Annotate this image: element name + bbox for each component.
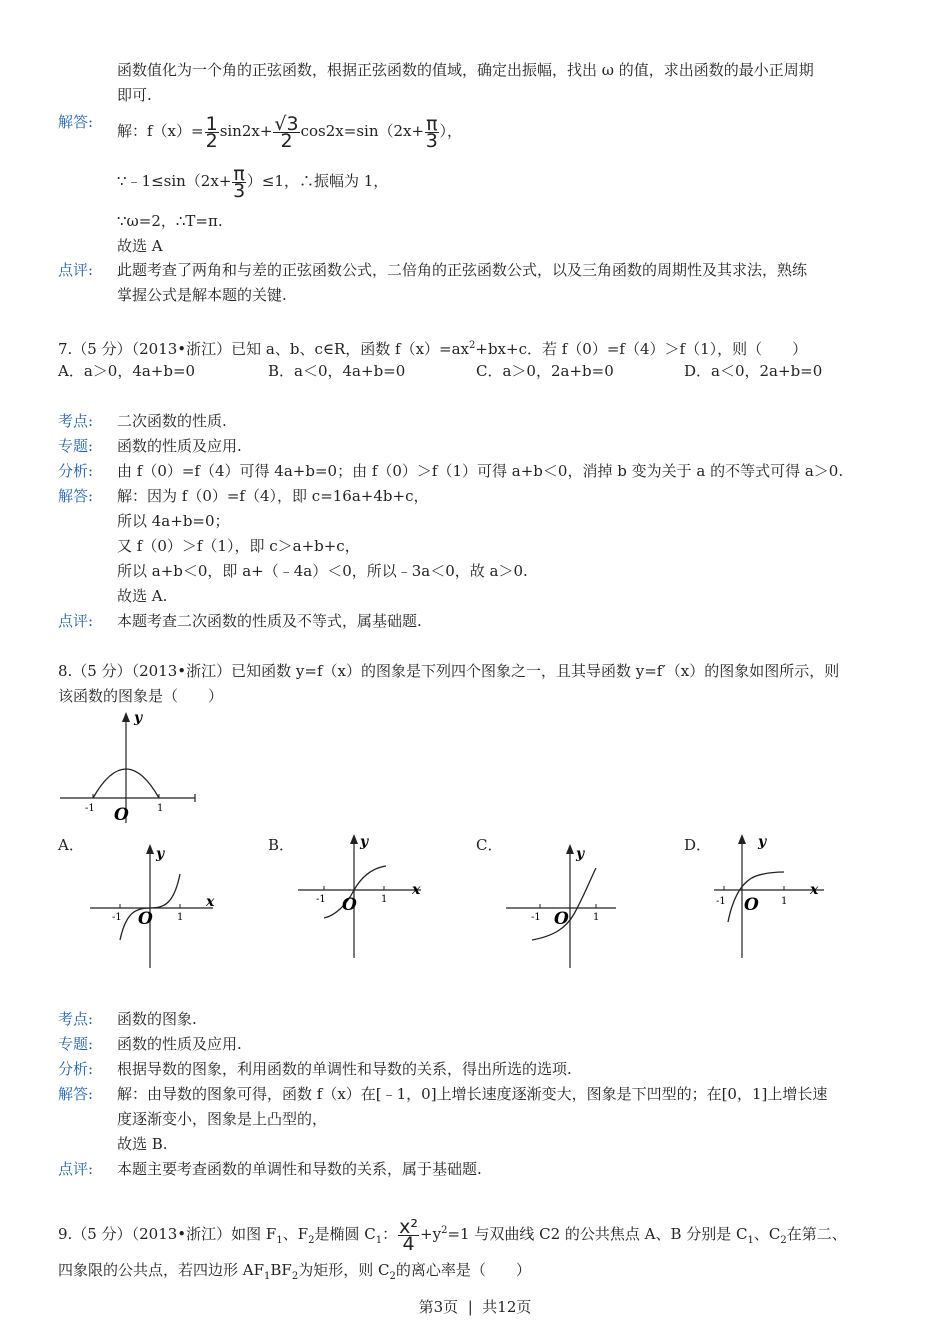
frac-pi-over-3-b: $\frac{\pi}{3}$ (233, 162, 246, 202)
solution-label: 解答: (58, 113, 94, 131)
sol1-prefix: 解：f（x）= (117, 122, 204, 140)
page-footer (0, 1296, 950, 1317)
svg-text:O: O (342, 895, 357, 915)
svg-text:O: O (744, 895, 759, 915)
q6-analysis-line1: 函数值化为一个角的正弦函数，根据正弦函数的值域，确定出振幅，找出 ω 的值，求出函数的最小正周期 (117, 61, 814, 79)
svg-text:-1: -1 (531, 912, 541, 923)
comment-line1: 此题考查了两角和与差的正弦函数公式，二倍角的正弦函数公式，以及三角函数的周期性及其求法，熟练 (117, 261, 808, 279)
page-number: 第3页 (418, 1298, 459, 1316)
y-axis-arrow (122, 712, 130, 722)
svg-text:O: O (554, 909, 569, 929)
q8-stem-line1: 8.（5 分）（2013•浙江）已知函数 y=f（x）的图象是下列四个图象之一，且其导函数 y=f′（x）的图象如图所示，则 (58, 662, 840, 680)
frac-x2-over-4: $\frac{\text{x²}}{4}$ (399, 1215, 419, 1255)
q7-option-c: C．a＞0，2a+b=0 (476, 362, 614, 380)
svg-text:1: 1 (177, 912, 184, 923)
q6-solution-line3: ∵ω=2，∴T=π. (117, 212, 223, 230)
svg-text:-1: -1 (316, 894, 326, 905)
frac-half: $\frac{1}{2}$ (205, 112, 218, 152)
q7-stem: 7.（5 分）（2013•浙江）已知 a、b、c∈R，函数 $f(x)=ax^2+bx+c$．若 f（0）=f（4）＞f（1），则（ ） (58, 340, 808, 358)
svg-text:1: 1 (781, 896, 788, 907)
tick-neg: -1 (85, 803, 95, 814)
q7-jieda-line4: 所以 a+b＜0，即 a+（﹣4a）＜0，所以﹣3a＜0，故 a＞0. (117, 562, 528, 580)
comment-label: 点评: (58, 261, 94, 279)
q6-analysis-line2: 即可. (117, 86, 152, 104)
q9-stem-line2: 四象限的公共点，若四边形 $AF_1BF_2$为矩形，则 $C_2$的离心率是（ ） (58, 1261, 531, 1282)
q8-jieda-line3: 故选 B. (117, 1135, 168, 1153)
q6-solution-line1 (117, 108, 462, 154)
sol1-suffix: ）， (439, 122, 463, 140)
option-a-graph (88, 840, 223, 972)
q7-option-d: D．a＜0，2a+b=0 (684, 362, 823, 380)
svg-text:-1: -1 (112, 912, 122, 923)
svg-text:y: y (576, 846, 585, 862)
svg-text:y: y (360, 834, 369, 850)
frac-pi-over-3: $\frac{\pi}{3}$ (425, 112, 438, 152)
q8-option-d-label: D． (684, 836, 712, 854)
q9-stem-line1: 9.（5 分）（2013•浙江）如图 $F_1$、$F_2$是椭圆 $C_1$： $\frac{\text{x²}}{4}$ $+y^2=1$ 与双曲线 C2 的公共焦点 A、B 分别是 $C_1$、$C_2$在第二、 (58, 1215, 847, 1255)
svg-text:x: x (412, 882, 421, 898)
page-total: 共12页 (482, 1298, 532, 1316)
origin-label: O (114, 805, 129, 825)
sol1-mid1: sin2x+ (219, 122, 273, 140)
option-c-graph (504, 840, 639, 972)
sol2-prefix: ∵﹣1≤sin（2x+ (117, 172, 232, 190)
y-label: y (134, 710, 143, 726)
q6-comment-line2: 掌握公式是解本题的关键. (117, 286, 287, 304)
q8-stem-line2: 该函数的图象是（ ） (58, 687, 224, 705)
frac-sqrt3-over-2: $\frac{√3}{2}$ (274, 112, 299, 152)
q7-option-b: B．a＜0，4a+b=0 (268, 362, 406, 380)
svg-text:1: 1 (593, 912, 600, 923)
svg-text:y: y (758, 834, 767, 850)
q7-jieda-line5: 故选 A. (117, 587, 168, 605)
svg-text:y: y (156, 846, 165, 862)
sol2-suffix: ）≤1，∴振幅为 1， (246, 172, 389, 190)
tick-pos: 1 (157, 803, 164, 814)
q8-option-c-label: C． (476, 836, 503, 854)
derivative-graph (58, 708, 203, 826)
footer-separator: | (467, 1298, 473, 1316)
q8-jieda-line2: 度逐渐变小，图象是上凸型的， (117, 1110, 328, 1128)
option-d-graph (712, 830, 847, 962)
svg-text:-1: -1 (716, 896, 726, 907)
option-b-graph (296, 830, 431, 962)
q7-option-a: A．a＞0，4a+b=0 (58, 362, 196, 380)
svg-text:x: x (810, 882, 819, 898)
q8-option-b-label: B． (268, 836, 295, 854)
q7-jieda-line3: 又 f（0）＞f（1），即 c＞a+b+c， (117, 537, 360, 555)
q6-solution-line4: 故选 A (117, 237, 163, 255)
svg-text:O: O (138, 909, 153, 929)
sol1-mid2: cos2x=sin（2x+ (300, 122, 425, 140)
svg-text:1: 1 (381, 894, 388, 905)
q7-jieda-line2: 所以 4a+b=0； (117, 512, 230, 530)
q8-option-a-label: A． (58, 836, 84, 854)
q6-solution-line2 (117, 158, 388, 204)
svg-text:x: x (206, 894, 215, 910)
